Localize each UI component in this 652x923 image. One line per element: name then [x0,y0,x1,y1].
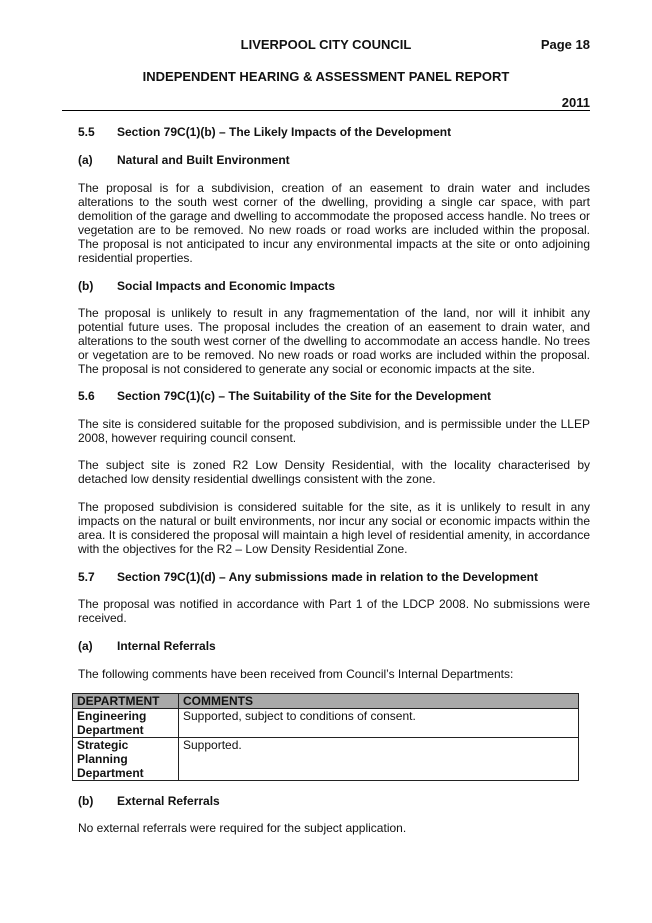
subsection-letter: (b) [78,279,94,293]
section-number: 5.6 [78,389,95,403]
council-name: LIVERPOOL CITY COUNCIL [240,37,412,52]
section-title: Section 79C(1)(c) – The Suitability of the Site for the Development [117,389,492,403]
subsection-letter: (a) [78,153,93,167]
page-number: Page 18 [540,37,590,52]
social-economic-paragraph: The proposal is unlikely to result in any fragmementation of the land, nor will it inhibit any potential future uses. The proposal includes the creation of an easement to drain water, and alterations to the south west corner of the dwelling to accommodate an access handle. No trees or vegetation are to be removed. No new roads or road works are included within the proposal. The proposal is not considered to generate any social or economic impacts at the site. [78,306,590,376]
subheading-internal-referrals [78,639,216,653]
natural-built-paragraph: The proposal is for a subdivision, creation of an easement to drain water and includes alterations to the south west corner of the dwelling, providing a single car space, with part demolition of the garage and dwelling to accommodate the proposed access handle. No trees or vegetation are to be removed. No new roads or road works are included within the proposal. The proposal is not anticipated to incur any environmental impacts at the site or onto adjoining residential properties. [78,181,590,265]
section-heading-5-6 [78,389,491,403]
comment-cell: Supported, subject to conditions of consent. [179,709,579,738]
header-divider [62,110,590,111]
submissions-paragraph: The proposal was notified in accordance with Part 1 of the LDCP 2008. No submissions were received. [78,597,590,625]
table-header-row [73,694,579,709]
subsection-title: External Referrals [117,794,220,808]
table-row [73,738,579,781]
subsection-title: Social Impacts and Economic Impacts [117,279,336,293]
report-title: INDEPENDENT HEARING & ASSESSMENT PANEL REPORT [142,69,510,84]
internal-referrals-intro: The following comments have been received from Council’s Internal Departments: [78,667,514,681]
department-cell: Engineering Department [73,709,179,738]
suitability-paragraph-1: The site is considered suitable for the proposed subdivision, and is permissible under the LLEP 2008, however requiring council consent. [78,417,590,445]
internal-referrals-table [72,693,579,781]
subheading-external-referrals [78,794,220,808]
column-header-comments: COMMENTS [179,694,579,709]
section-title: Section 79C(1)(d) – Any submissions made in relation to the Development [117,570,538,584]
section-heading-5-7 [78,570,538,584]
column-header-department: DEPARTMENT [73,694,179,709]
report-year: 2011 [561,95,590,110]
subsection-title: Natural and Built Environment [117,153,290,167]
subheading-social-economic [78,279,335,293]
department-cell: Strategic Planning Department [73,738,179,781]
section-heading-5-5 [78,125,451,139]
section-number: 5.7 [78,570,95,584]
comment-cell: Supported. [179,738,579,781]
table-row [73,709,579,738]
section-title: Section 79C(1)(b) – The Likely Impacts of the Development [117,125,452,139]
subsection-letter: (a) [78,639,93,653]
subsection-title: Internal Referrals [117,639,216,653]
section-number: 5.5 [78,125,95,139]
suitability-paragraph-3: The proposed subdivision is considered suitable for the site, as it is unlikely to result in any impacts on the natural or built environments, nor incur any social or economic impacts within the area. It is considered the proposal will maintain a high level of residential amenity, in accordance with the objectives for the R2 – Low Density Residential Zone. [78,500,590,556]
subsection-letter: (b) [78,794,94,808]
external-referrals-paragraph: No external referrals were required for the subject application. [78,821,407,835]
subheading-natural-built [78,153,290,167]
suitability-paragraph-2: The subject site is zoned R2 Low Density Residential, with the locality characterised by detached low density residential dwellings consistent with the zone. [78,458,590,486]
